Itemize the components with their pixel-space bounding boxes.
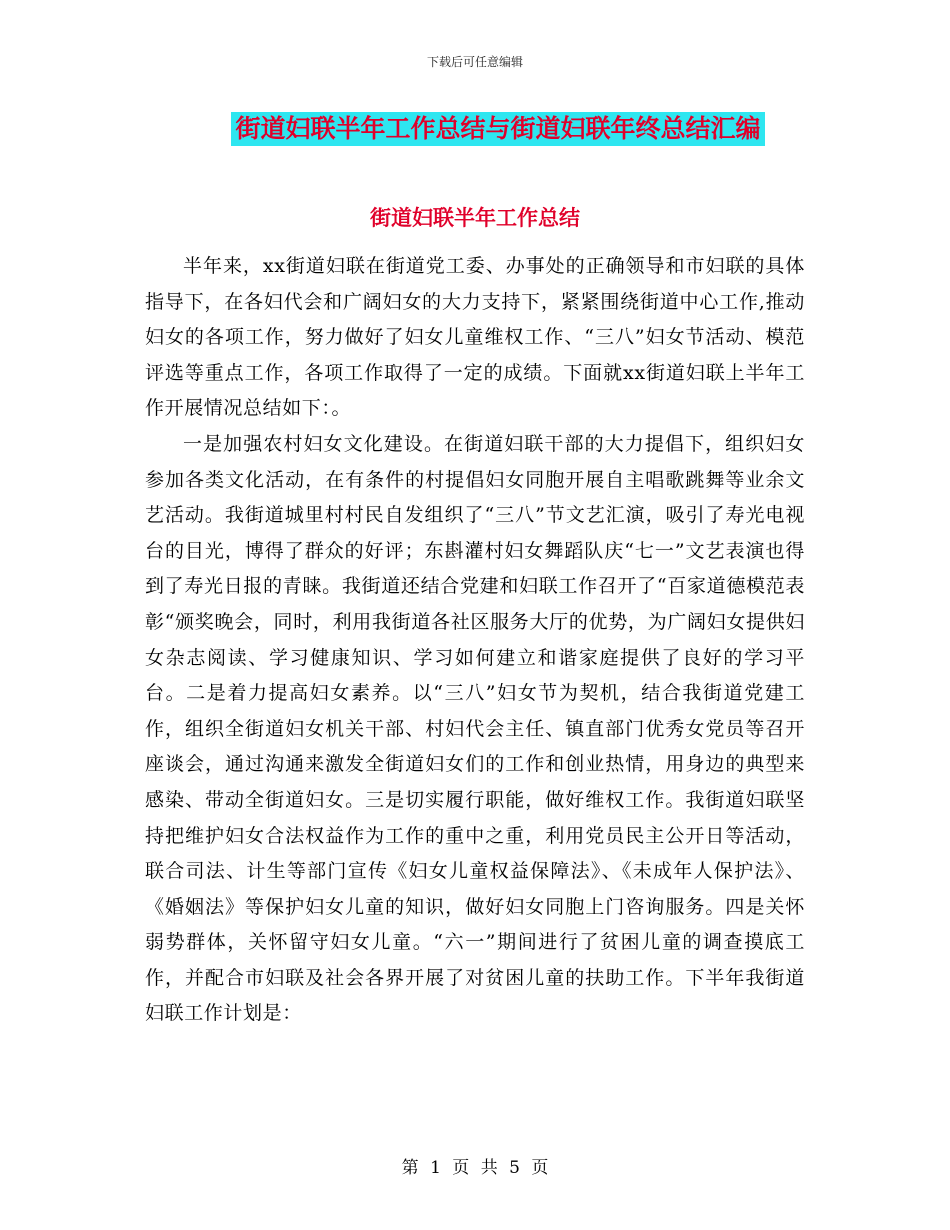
paragraph-work-items: 一是加强农村妇女文化建设。在街道妇联干部的大力提倡下，组织妇女参加各类文化活动，在有条件的村提倡妇女同胞开展自主唱歌跳舞等业余文艺活动。我街道城里村村民自发组织了“三八”节文艺汇演，吸引了寿光电视台的目光，博得了群众的好评；东斟灌村妇女舞蹈队庆“七一”文艺表演也得到了寿光日报的青睐。我街道还结合党建和妇联工作召开了“百家道德模范表彰“颁奖晚会，同时，利用我街道各社区服务大厅的优势，为广阔妇女提供妇女杂志阅读、学习健康知识、学习如何建立和谐家庭提供了良好的学习平台。二是着力提高妇女素养。以“三八”妇女节为契机，结合我街道党建工作，组织全街道妇女机关干部、村妇代会主任、镇直部门优秀女党员等召开座谈会，通过沟通来激发全街道妇女们的工作和创业热情，用身边的典型来感染、带动全街道妇女。三是切实履行职能，做好维权工作。我街道妇联坚持把维护妇女合法权益作为工作的重中之重，利用党员民主公开日等活动，联合司法、计生等部门宣传《妇女儿童权益保障法》、《未成年人保护法》、《婚姻法》等保护妇女儿童的知识，做好妇女同胞上门咨询服务。四是关怀弱势群体，关怀留守妇女儿童。“六一”期间进行了贫困儿童的调查摸底工作，并配合市妇联及社会各界开展了对贫困儿童的扶助工作。下半年我街道妇联工作计划是： (145, 432, 805, 1025)
section-title: 街道妇联半年工作总结 (370, 205, 580, 230)
page-footer: 第 1 页 共 5 页 (401, 1158, 549, 1178)
main-title-container (0, 112, 950, 146)
header-note: 下载后可任意编辑 (426, 55, 523, 69)
document-body (145, 249, 805, 1032)
paragraph-intro: 半年来，xx街道妇联在街道党工委、办事处的正确领导和市妇联的具体指导下，在各妇代会和广阔妇女的大力支持下，紧紧围绕街道中心工作,推动妇女的各项工作，努力做好了妇女儿童维权工作、“三八”妇女节活动、模范评选等重点工作，各项工作取得了一定的成绩。下面就xx街道妇联上半年工作开展情况总结如下：。 (145, 255, 805, 420)
main-title: 街道妇联半年工作总结与街道妇联年终总结汇编 (231, 112, 764, 146)
